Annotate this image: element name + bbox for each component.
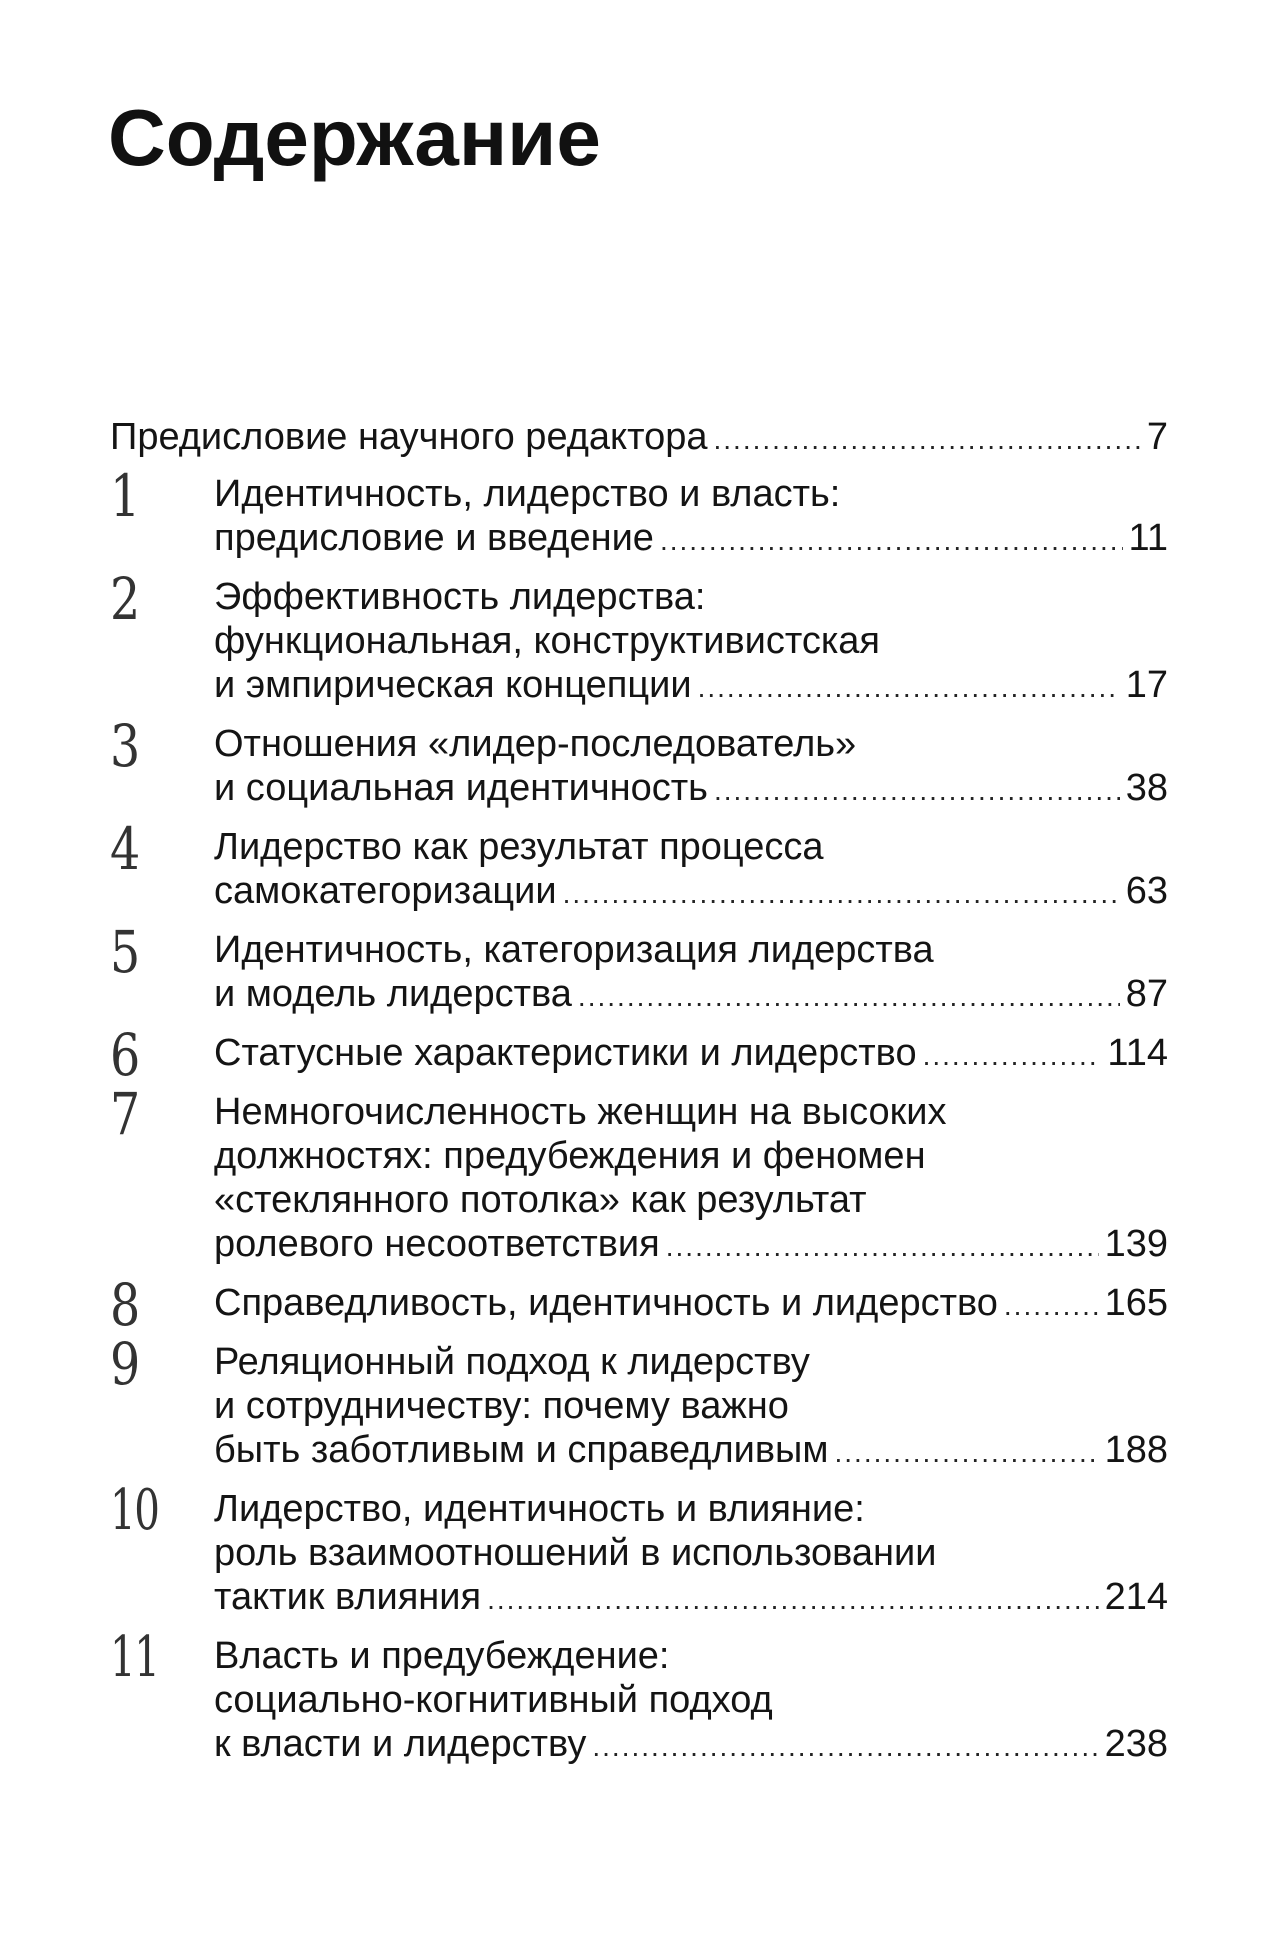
chapter-number: 1	[110, 462, 139, 530]
chapter-title-line: Идентичность, категоризация лидерства	[214, 929, 934, 971]
chapter-number: 2	[110, 565, 139, 633]
dot-leader	[714, 769, 1120, 813]
toc-entry-line	[214, 1281, 1168, 1328]
toc-entry-line	[214, 1222, 1168, 1269]
chapter-title-line: и социальная идентичность	[214, 767, 708, 809]
chapter-number: 11	[110, 1625, 159, 1690]
toc-entry-chapter-8[interactable]	[110, 1271, 1168, 1339]
chapter-title-line: Власть и предубеждение:	[214, 1635, 670, 1677]
chapter-title-line: Лидерство, идентичность и влияние:	[214, 1488, 865, 1530]
toc-entry-chapter-7[interactable]	[110, 1080, 1168, 1269]
toc-page-number: 238	[1104, 1723, 1168, 1765]
chapter-title-line: должностях: предубеждения и феномен	[214, 1135, 926, 1177]
toc-entry-line	[214, 663, 1168, 710]
toc-page-number: 214	[1104, 1576, 1168, 1618]
chapter-list	[110, 462, 1168, 1769]
chapter-title-line: Справедливость, идентичность и лидерство	[214, 1282, 998, 1324]
chapter-title-line: социально-когнитивный подход	[214, 1679, 773, 1721]
chapter-title-line: и эмпирическая концепции	[214, 664, 692, 706]
toc-entry-title: Предисловие научного редактора	[110, 416, 708, 458]
chapter-title-line: быть заботливым и справедливым	[214, 1429, 829, 1471]
toc-entry-chapter-5[interactable]	[110, 918, 1168, 1019]
toc-entry-line	[214, 1428, 1168, 1475]
chapter-title-line: к власти и лидерству	[214, 1723, 587, 1765]
chapter-title-line: самокатегоризации	[214, 870, 557, 912]
chapter-title-line: тактик влияния	[214, 1576, 482, 1618]
toc-entry-chapter-4[interactable]	[110, 815, 1168, 916]
toc-entry-line	[214, 972, 1168, 1019]
toc-entry-line	[214, 1575, 1168, 1622]
chapter-title-line: предисловие и введение	[214, 517, 654, 559]
dot-leader	[1004, 1284, 1099, 1328]
dot-leader	[666, 1225, 1099, 1269]
toc-entry-line	[214, 766, 1168, 813]
chapter-number: 10	[110, 1478, 159, 1543]
chapter-title-line: Лидерство как результат процесса	[214, 826, 824, 868]
toc-page-number: 114	[1107, 1032, 1168, 1074]
page-title: Содержание	[108, 93, 601, 182]
chapter-title-line: Немногочисленность женщин на высоких	[214, 1091, 947, 1133]
toc-page-number: 17	[1125, 664, 1168, 706]
chapter-title-line: Эффективность лидерства:	[214, 576, 706, 618]
toc-page-number: 139	[1104, 1223, 1168, 1265]
toc-page-number: 63	[1125, 870, 1168, 912]
dot-leader	[563, 872, 1120, 916]
dot-leader	[487, 1578, 1099, 1622]
chapter-title-line: Отношения «лидер-последователь»	[214, 723, 857, 765]
chapter-number: 8	[110, 1271, 139, 1339]
toc-entry-chapter-9[interactable]	[110, 1330, 1168, 1475]
chapter-title-line: «стеклянного потолка» как результат	[214, 1179, 867, 1221]
chapter-number: 4	[110, 815, 139, 883]
chapter-number: 9	[110, 1330, 139, 1398]
dot-leader	[660, 519, 1123, 563]
chapter-title-line: Реляционный подход к лидерству	[214, 1341, 810, 1383]
dot-leader	[592, 1725, 1098, 1769]
chapter-number: 6	[110, 1021, 139, 1089]
chapter-title-line: и сотрудничеству: почему важно	[214, 1385, 789, 1427]
dot-leader	[923, 1034, 1102, 1078]
chapter-number: 7	[110, 1080, 139, 1148]
toc-page-number: 87	[1125, 973, 1168, 1015]
chapter-number: 3	[110, 712, 139, 780]
toc-entry-line	[214, 1031, 1168, 1078]
toc-entry-chapter-1[interactable]	[110, 462, 1168, 563]
toc-page-number: 7	[1146, 416, 1168, 458]
toc-page-number: 165	[1104, 1282, 1168, 1324]
chapter-title-line: роль взаимоотношений в использовании	[214, 1532, 937, 1574]
toc-entry-line	[214, 1722, 1168, 1769]
toc-entry-chapter-6[interactable]	[110, 1021, 1168, 1089]
chapter-title-line: и модель лидерства	[214, 973, 572, 1015]
toc-page-number: 11	[1128, 517, 1168, 559]
chapter-title-line: Идентичность, лидерство и власть:	[214, 473, 841, 515]
toc-entry-line	[214, 869, 1168, 916]
table-of-contents	[110, 415, 1168, 1781]
toc-entry-line	[214, 516, 1168, 563]
chapter-number: 5	[110, 918, 139, 986]
toc-page-number: 188	[1104, 1429, 1168, 1471]
toc-entry-line	[110, 415, 1168, 462]
toc-page-number: 38	[1125, 767, 1168, 809]
chapter-title-line: функциональная, конструктивистская	[214, 620, 881, 662]
dot-leader	[835, 1431, 1099, 1475]
toc-entry-chapter-11[interactable]	[110, 1625, 1168, 1769]
toc-entry-chapter-3[interactable]	[110, 712, 1168, 813]
dot-leader	[578, 975, 1120, 1019]
chapter-title-line: ролевого несоответствия	[214, 1223, 660, 1265]
dot-leader	[713, 418, 1140, 462]
toc-entry-chapter-2[interactable]	[110, 565, 1168, 710]
dot-leader	[698, 666, 1120, 710]
toc-entry-preface[interactable]	[110, 415, 1168, 462]
chapter-title-line: Статусные характеристики и лидерство	[214, 1032, 917, 1074]
toc-entry-chapter-10[interactable]	[110, 1478, 1168, 1622]
